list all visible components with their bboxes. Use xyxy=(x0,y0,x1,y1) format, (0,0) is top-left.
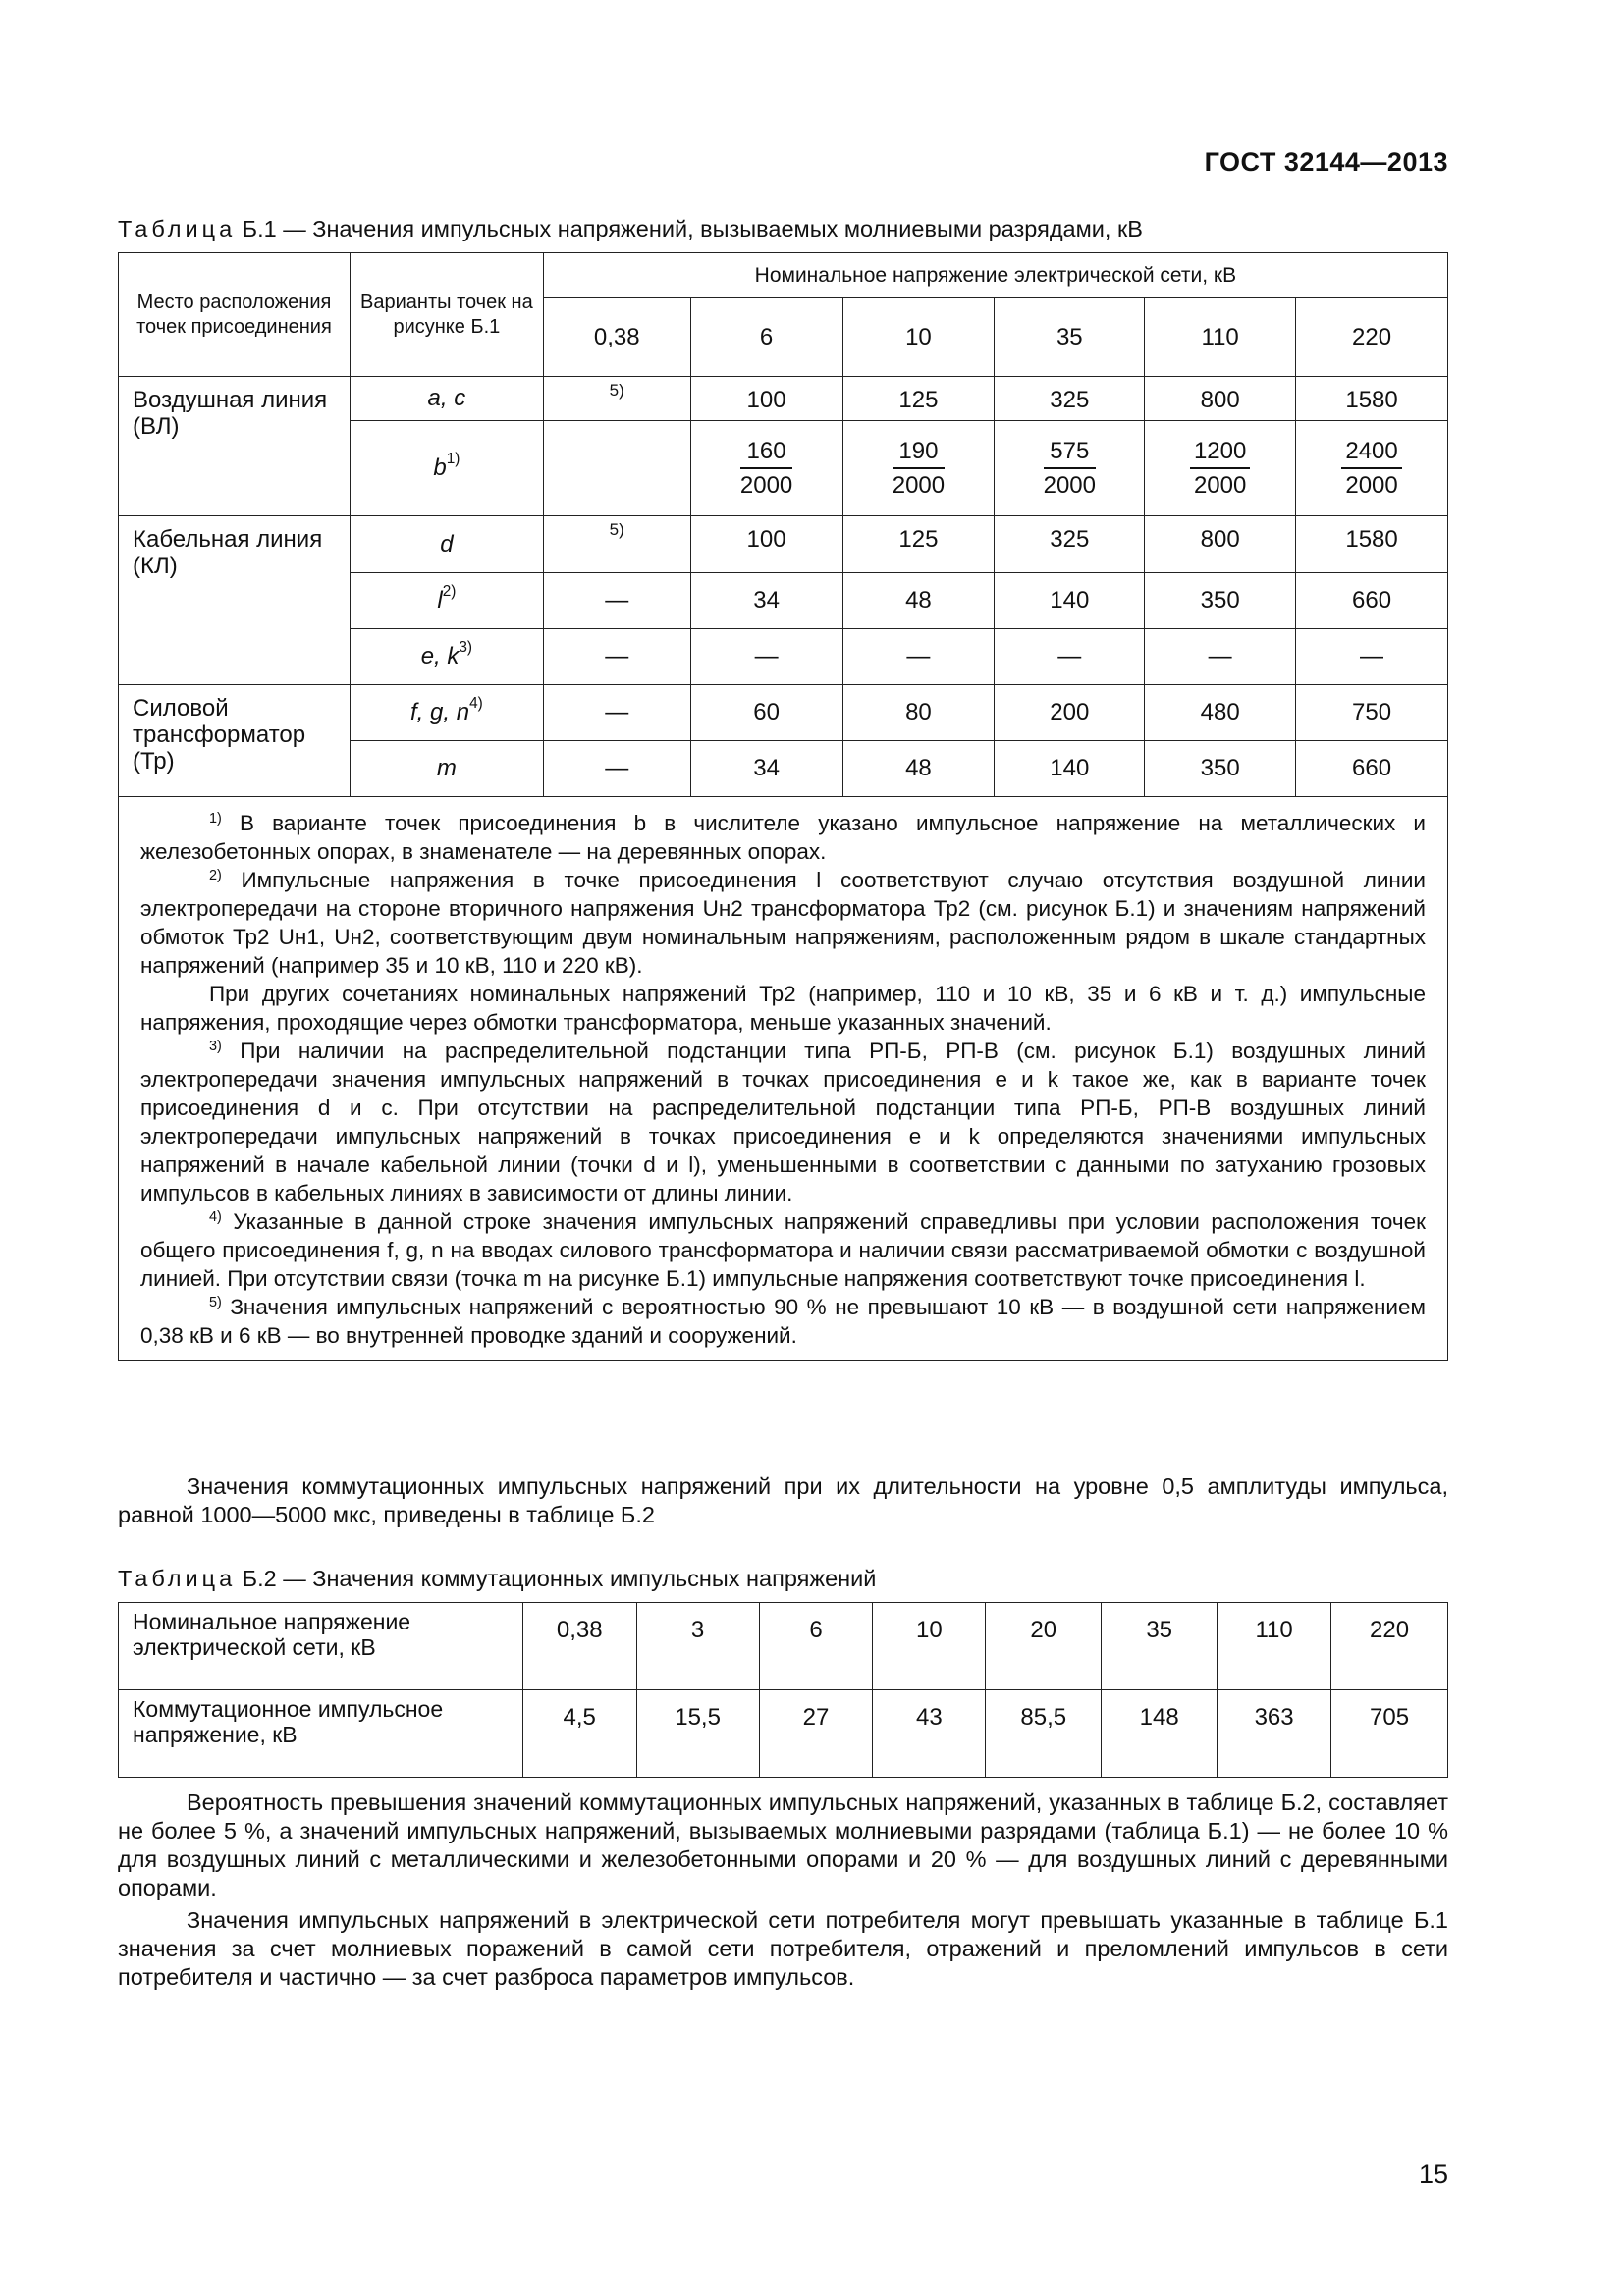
table1-cell: 200 xyxy=(995,685,1145,741)
table1-cell: 660 xyxy=(1296,741,1448,797)
table1-variant: $b^{1)}$ xyxy=(350,421,543,516)
table1-group-tr: Силовой трансформатор (Тр) xyxy=(119,685,351,797)
table1-variant: m xyxy=(350,741,543,797)
table1-caption-text: Б.1 — Значения импульсных напряжений, вызываемых молниевыми разрядами, кВ xyxy=(236,216,1143,241)
table2-caption-text: Б.2 — Значения коммутационных импульсных напряжений xyxy=(236,1566,877,1591)
table1-caption-prefix: Таблица xyxy=(118,216,237,241)
table2-label-nominal: Номинальное напряжение электрической сети, кВ xyxy=(119,1603,523,1690)
table2-cell: 43 xyxy=(873,1690,986,1778)
table1-head-variants: Варианты точек на рисунке Б.1 xyxy=(350,253,543,377)
table1-cell: — xyxy=(995,629,1145,685)
table1-footnote-mark: 5) xyxy=(543,516,690,573)
table2-cell: 110 xyxy=(1218,1603,1331,1690)
table2-cell: 85,5 xyxy=(986,1690,1102,1778)
table2-cell: 15,5 xyxy=(636,1690,759,1778)
table1-cell: 60 xyxy=(690,685,842,741)
table1-cell: 125 xyxy=(842,516,995,573)
table-row xyxy=(119,685,1448,741)
table1-cell: 750 xyxy=(1296,685,1448,741)
table2-cell: 705 xyxy=(1331,1690,1448,1778)
table1-variant: f, g, $n^{4)}$ xyxy=(350,685,543,741)
table1-cell: 325 xyxy=(995,377,1145,421)
footnote: $^{5)}$ Значения импульсных напряжений с вероятностью 90 % не превышают 10 кВ — в воздушной сети напряжением 0,38 кВ и 6 кВ — во внутренней проводке зданий и сооружений. xyxy=(140,1295,1426,1348)
table1-cell: 325 xyxy=(995,516,1145,573)
table1-cell: 140 xyxy=(995,741,1145,797)
table1-cell: — xyxy=(1145,629,1296,685)
footnote: $^{3)}$ При наличии на распределительной подстанции типа РП-Б, РП-В (см. рисунок Б.1) воздушных линий электропередачи значения импульсных напряжений в точках присоединения e и k такое же, как в варианте точек присоединения d и c. При отсутствии на распределительной подстанции типа РП-Б, РП-В воздушных линий электропередачи импульсных напряжений в точках присоединения e и k определяются значениями импульсных напряжений в начале кабельной линии (точки d и l), уменьшенными в соответствии с данными по затуханию грозовых импульсов в кабельных линиях в зависимости от длины линии. xyxy=(140,1039,1426,1205)
table1-cell: 140 xyxy=(995,573,1145,629)
table1-cell: — xyxy=(842,629,995,685)
table1-variant: d xyxy=(350,516,543,573)
table2-caption xyxy=(118,1566,876,1592)
table2-cell: 27 xyxy=(759,1690,873,1778)
table1-cell: 350 xyxy=(1145,741,1296,797)
table1-footnote-mark: 5) xyxy=(543,377,690,421)
table1-cell: 800 xyxy=(1145,377,1296,421)
table-row xyxy=(119,377,1448,421)
table-b1 xyxy=(118,252,1448,1361)
footnote: $^{1)}$ В варианте точек присоединения b в числителе указано импульсное напряжение на металлических и железобетонных опорах, в знаменателе — на деревянных опорах. xyxy=(140,811,1426,864)
table-b2 xyxy=(118,1602,1448,1778)
table2-cell: 0,38 xyxy=(522,1603,636,1690)
table1-group-vl: Воздушная линия (ВЛ) xyxy=(119,377,351,516)
table1-cell: 125 xyxy=(842,377,995,421)
table1-cell: 350 xyxy=(1145,573,1296,629)
table1-cell: — xyxy=(543,629,690,685)
table-row xyxy=(119,1690,1448,1778)
table1-cell: 1580 xyxy=(1296,516,1448,573)
table2-cell: 363 xyxy=(1218,1690,1331,1778)
table-row xyxy=(119,516,1448,573)
table1-cell: 80 xyxy=(842,685,995,741)
table1-fraction-cell: $\frac{2400}{2000}$ xyxy=(1296,421,1448,516)
table2-cell: 148 xyxy=(1102,1690,1218,1778)
table1-voltage: 10 xyxy=(842,298,995,377)
table1-cell: — xyxy=(543,741,690,797)
table1-variant: $l^{2)}$ xyxy=(350,573,543,629)
table1-fraction-cell: $\frac{575}{2000}$ xyxy=(995,421,1145,516)
page-number: 15 xyxy=(1418,2160,1448,2189)
table1-notes xyxy=(119,797,1448,1361)
table1-cell: 100 xyxy=(690,377,842,421)
table1-cell: 660 xyxy=(1296,573,1448,629)
table1-cell: — xyxy=(543,685,690,741)
table1-variant: e, $k^{3)}$ xyxy=(350,629,543,685)
table1-cell: 480 xyxy=(1145,685,1296,741)
table2-cell: 20 xyxy=(986,1603,1102,1690)
table1-cell: 100 xyxy=(690,516,842,573)
table1-fraction-cell: $\frac{160}{2000}$ xyxy=(690,421,842,516)
table1-cell: — xyxy=(543,573,690,629)
paragraph: Вероятность превышения значений коммутационных импульсных напряжений, указанных в таблице Б.2, составляет не более 5 %, а значений импульсных напряжений, вызываемых молниевыми разрядами (таблица Б.1) — не более 10 % для воздушных линий с металлическими и железобетонными опорами и 20 % — для воздушных линий с деревянными опорами. Значения импульсных напряжений в электрической сети потребителя могут превышать указанные в таблице Б.1 значения за счет молниевых поражений в самой сети потребителя, отражений и преломлений импульсов в сети потребителя и частично — за счет разброса параметров импульсов. xyxy=(118,1789,1448,1990)
table1-voltage: 220 xyxy=(1296,298,1448,377)
table1-voltage: 0,38 xyxy=(543,298,690,377)
table2-cell: 10 xyxy=(873,1603,986,1690)
table2-cell: 4,5 xyxy=(522,1690,636,1778)
footnote: $^{4)}$ Указанные в данной строке значения импульсных напряжений справедливы при условии расположения точек общего присоединения f, g, n на вводах силового трансформатора и наличии связи рассматриваемой обмотки с воздушной линией. При отсутствии связи (точка m на рисунке Б.1) импульсные напряжения соответствуют точке присоединения l. xyxy=(140,1209,1426,1291)
table1-cell: — xyxy=(690,629,842,685)
table2-cell: 35 xyxy=(1102,1603,1218,1690)
document-standard-id: ГОСТ 32144—2013 xyxy=(1204,147,1448,177)
table1-cell: — xyxy=(1296,629,1448,685)
table1-cell: 34 xyxy=(690,741,842,797)
table1-variant: a, c xyxy=(350,377,543,421)
table1-voltage: 110 xyxy=(1145,298,1296,377)
table2-cell: 6 xyxy=(759,1603,873,1690)
table1-cell: 34 xyxy=(690,573,842,629)
table1-cell: 48 xyxy=(842,741,995,797)
table1-cell: 800 xyxy=(1145,516,1296,573)
table1-cell: 48 xyxy=(842,573,995,629)
table2-cell: 3 xyxy=(636,1603,759,1690)
table1-cell xyxy=(543,421,690,516)
table1-voltage: 35 xyxy=(995,298,1145,377)
table1-group-kl: Кабельная линия (КЛ) xyxy=(119,516,351,685)
table1-caption xyxy=(118,216,1143,242)
table-row xyxy=(119,1603,1448,1690)
table1-cell: 1580 xyxy=(1296,377,1448,421)
table2-caption-prefix: Таблица xyxy=(118,1566,237,1591)
paragraph: Значения коммутационных импульсных напряжений при их длительности на уровне 0,5 амплитуды импульса, равной 1000—5000 мкс, приведены в таблице Б.2 xyxy=(118,1473,1448,1527)
table2-cell: 220 xyxy=(1331,1603,1448,1690)
footnote: $^{2)}$ Импульсные напряжения в точке присоединения l соответствуют случаю отсутствия воздушной линии электропередачи на стороне вторичного напряжения Uн2 трансформатора Тр2 (см. рисунок Б.1) и значениям напряжений обмоток Тр2 Uн1, Uн2, соответствующим двум номинальным напряжениям, расположенным рядом в шкале стандартных напряжений (например 35 и 10 кВ, 110 и 220 кВ). xyxy=(140,868,1426,978)
table1-fraction-cell: $\frac{1200}{2000}$ xyxy=(1145,421,1296,516)
table1-fraction-cell: $\frac{190}{2000}$ xyxy=(842,421,995,516)
table2-label-switching: Коммутационное импульсное напряжение, кВ xyxy=(119,1690,523,1778)
table1-voltage: 6 xyxy=(690,298,842,377)
footnote: При других сочетаниях номинальных напряжений Тр2 (например, 110 и 10 кВ, 35 и 6 кВ и т. д.) импульсные напряжения, проходящие через обмотки трансформатора, меньше указанных значений. xyxy=(140,982,1426,1035)
table1-head-nominal: Номинальное напряжение электрической сети, кВ xyxy=(543,253,1447,298)
table1-head-location: Место расположения точек присоединения xyxy=(119,253,351,377)
